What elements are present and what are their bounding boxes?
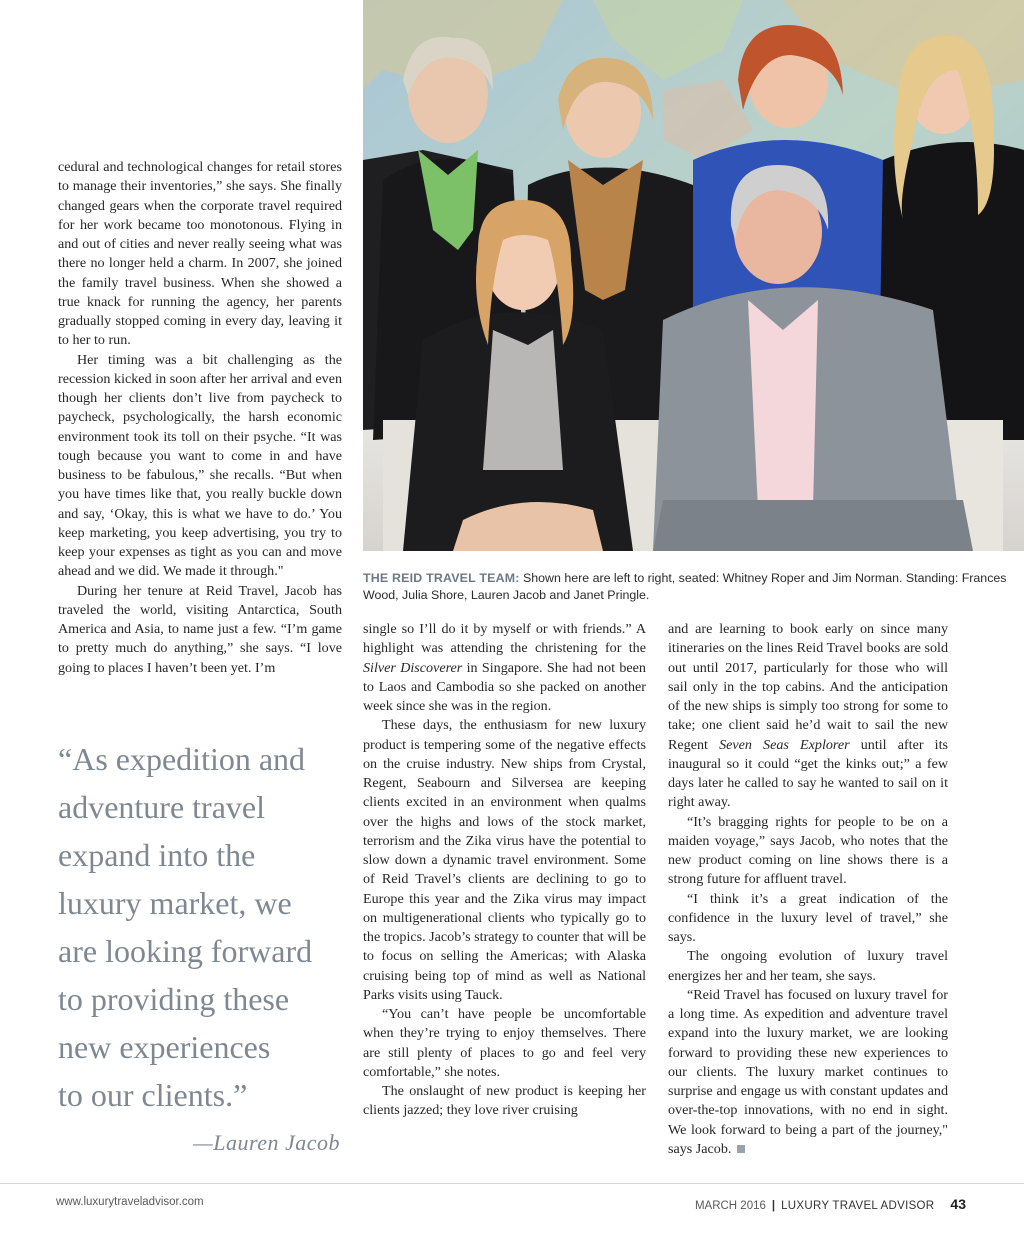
footer-folio bbox=[695, 1196, 966, 1212]
footer-date: MARCH 2016 bbox=[694, 1200, 766, 1212]
article-paragraph: During her tenure at Reid Travel, Jacob has traveled the world, visiting Antarctica, South America and Asia, to name just a few. “I’m game to pretty much do anything,” she says. “I love going to places I haven’t been yet. I’m bbox=[58, 582, 342, 676]
article-column-middle bbox=[363, 620, 646, 1121]
end-mark-icon bbox=[737, 1145, 745, 1153]
team-photo-illustration bbox=[363, 0, 1024, 551]
ship-name: Silver Discoverer bbox=[363, 659, 463, 676]
text-run: until after its inaugural so it could “get the kinks out;” a few days later he called to say he wanted to sail on it right away. bbox=[668, 736, 948, 811]
pull-quote-line: to providing these bbox=[58, 981, 290, 1017]
pull-quote-attribution: —Lauren Jacob bbox=[193, 1130, 340, 1155]
footer-separator: | bbox=[771, 1200, 776, 1212]
text-run: “Reid Travel has focused on luxury travel for a long time. As expedition and adventure travel expand into the luxury market, we are looking forward to providing these new experiences to our clients. The luxury market continues to surprise and engage us with constant updates and over-the-top innovations, with no end in sight. We look forward to being a part of the journey," says Jacob. bbox=[668, 986, 948, 1157]
article-paragraph: These days, the enthusiasm for new luxury product is tempering some of the negative effects on the cruise industry. New ships from Crystal, Regent, Seabourn and Silversea are keeping clients excited in an environment when qualms over the highs and lows of the stock market, terrorism and the Zika virus have the potential to slow down a dynamic travel environment. Some of Reid Travel’s clients are declining to go to Europe this year and the Zika virus may impact on multigenerational clients who typically go to the tropics. Jacob’s strategy to counter that will be to focus on selling the Americas; with Alaska cruising being top of mind as well as National Parks visits using Tauck. bbox=[363, 717, 646, 1003]
pull-quote-line: are looking forward bbox=[58, 933, 313, 969]
text-run: and are learning to book early on since many itineraries on the lines Reid Travel books are sold out until 2017, particularly for those who will sail only in the top cabins. And the anticipation of the new ships is simply too strong for some to take; one client said he’d wait to sail the new Regent bbox=[668, 621, 948, 753]
caption-lead: THE REID TRAVEL TEAM: bbox=[363, 571, 520, 585]
footer-url[interactable]: www.luxurytraveladvisor.com bbox=[56, 1196, 204, 1208]
text-run: single so I’ll do it by myself or with friends.” A highlight was attending the christening for the bbox=[363, 621, 646, 657]
pull-quote bbox=[58, 735, 348, 1119]
article-paragraph: “I think it’s a great indication of the confidence in the luxury level of travel,” she says. bbox=[668, 890, 948, 945]
footer-rule bbox=[0, 1183, 1024, 1184]
pull-quote-line: adventure travel bbox=[58, 789, 265, 825]
article-paragraph: cedural and technological changes for retail stores to manage their inventories,” she says. She finally changed gears when the corporate travel required for her work became too monotonous. Flying in and out of cities and never really seeing what was there no longer held a charm. In 2007, she joined the family travel business. When she showed a true knack for running the agency, her parents gradually stopped coming in every day, leaving it to her to run. bbox=[58, 159, 342, 349]
footer-magazine: LUXURY TRAVEL ADVISOR bbox=[781, 1200, 935, 1212]
article-paragraph: The onslaught of new product is keeping her clients jazzed; they love river cruising bbox=[363, 1083, 646, 1119]
article-column-left bbox=[58, 158, 342, 678]
ship-name: Seven Seas Explorer bbox=[719, 736, 850, 753]
article-paragraph bbox=[363, 620, 646, 716]
pull-quote-line: new experiences bbox=[58, 1029, 271, 1065]
article-paragraph bbox=[668, 620, 948, 813]
article-paragraph: The ongoing evolution of luxury travel energizes her and her team, she says. bbox=[668, 948, 948, 984]
article-paragraph: “You can’t have people be uncomfortable when they’re trying to enjoy themselves. There are still plenty of places to go and feel very comfortable,” she notes. bbox=[363, 1006, 646, 1080]
article-paragraph bbox=[668, 986, 948, 1159]
pull-quote-line: expand into the bbox=[58, 837, 256, 873]
pull-quote-line: “As expedition and bbox=[58, 741, 306, 777]
pull-quote-line: to our clients.” bbox=[58, 1077, 248, 1113]
team-photo bbox=[363, 0, 1024, 551]
text-run: in Singapore. She had not been to Laos and Cambodia so she packed on another week since she was in the region. bbox=[363, 659, 646, 714]
article-column-right bbox=[668, 620, 948, 1159]
article-paragraph: “It’s bragging rights for people to be on a maiden voyage,” says Jacob, who notes that the new product coming on line shows there is a strong future for affluent travel. bbox=[668, 813, 948, 888]
photo-caption bbox=[363, 570, 1013, 604]
article-paragraph: Her timing was a bit challenging as the recession kicked in soon after her arrival and even though her clients don’t live from paycheck to paycheck, psychologically, the harsh economic environment took its toll on their psyche. “It was tough because you want to come in and have business to be fabulous,” she recalls. “But when you have times like that, you really buckle down and say, ‘Okay, this is what we have to do.’ You keep marketing, you keep advertising, you try to keep your expenses as tight as you can and move ahead and we did. We made it through." bbox=[58, 351, 342, 580]
page-number: 43 bbox=[950, 1196, 966, 1212]
caption-text: Shown here are left to right, seated: Whitney Roper and Jim Norman. Standing: Frances Wood, Julia Shore, Lauren Jacob and Janet Pringle. bbox=[363, 571, 1007, 602]
pull-quote-line: luxury market, we bbox=[58, 885, 292, 921]
